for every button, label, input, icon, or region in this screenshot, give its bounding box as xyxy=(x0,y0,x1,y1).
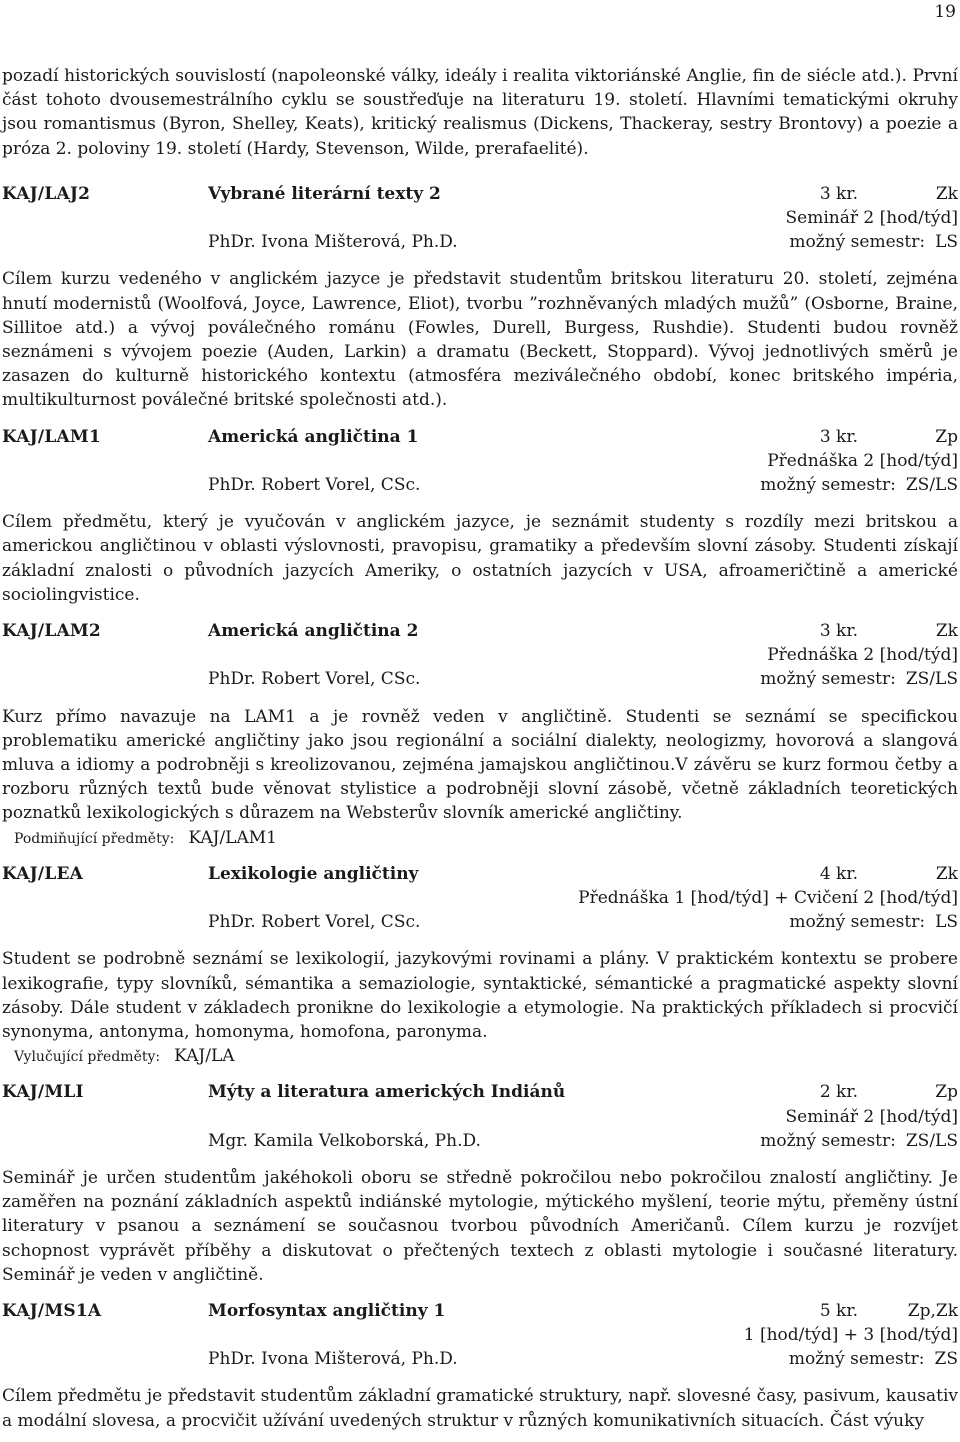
course-title: Mýty a literatura amerických Indiánů xyxy=(208,1082,566,1103)
course-header-row xyxy=(2,425,958,449)
course-header-row xyxy=(2,619,958,643)
course-header-row xyxy=(2,1080,958,1104)
exclusions-label: Vylučující předměty: xyxy=(14,1049,161,1066)
semester-label: možný semestr: xyxy=(789,912,926,933)
course-entry xyxy=(2,1299,958,1433)
course-credits: 3 kr. xyxy=(819,183,858,204)
semester-value: LS xyxy=(935,232,958,253)
course-hours: Seminář 2 [hod/týd] xyxy=(785,208,958,228)
course-teacher: PhDr. Robert Vorel, CSc. xyxy=(208,912,421,933)
semester-value: ZS xyxy=(934,1349,958,1370)
course-header-row xyxy=(2,1299,958,1323)
course-teacher-row xyxy=(2,1129,958,1153)
semester-label: možný semestr: xyxy=(760,474,896,495)
course-teacher: PhDr. Ivona Mišterová, Ph.D. xyxy=(208,232,458,253)
course-entry xyxy=(2,182,958,413)
course-title: Americká angličtina 1 xyxy=(208,426,419,447)
semester-value: ZS/LS xyxy=(905,1130,958,1151)
course-header-row xyxy=(2,182,958,206)
course-title: Morfosyntax angličtiny 1 xyxy=(208,1300,446,1321)
course-teacher-row xyxy=(2,910,958,934)
course-hours: Seminář 2 [hod/týd] xyxy=(785,1106,958,1127)
exclusions-value: KAJ/LA xyxy=(174,1046,235,1067)
course-hours-row xyxy=(2,1105,958,1129)
course-code: KAJ/MS1A xyxy=(2,1300,102,1321)
course-credits: 5 kr. xyxy=(819,1300,858,1321)
page-number: 19 xyxy=(934,2,956,22)
course-entry xyxy=(2,862,958,1070)
course-exam-type: Zk xyxy=(935,183,958,204)
course-description: Cílem kurzu vedeného v anglickém jazyce je představit studentům britskou literaturu 20. století, zejména hnutí modernistů (Woolfová, Joyce, Lawrence, Eliot), tvorbu ”rozhněvaných mladých mužů” (Osborne, Braine, Sillitoe atd.) a vývoj poválečného románu (Fowles, Durell, Burgess, Rushdie). Studenti budou rovněž seznámeni s vývojem poezie (Auden, Larkin) a dramatu (Beckett, Stoppard). Vývoj jednotlivých směrů je zasazen do kulturně historického kontextu (atmosféra meziválečného období, konec britského impéria, multikulturnost poválečné britské společnosti atd.). xyxy=(2,269,958,411)
course-entry xyxy=(2,425,958,607)
course-code: KAJ/LEA xyxy=(2,863,84,884)
course-code: KAJ/MLI xyxy=(2,1082,84,1103)
semester-label: možný semestr: xyxy=(760,1130,896,1151)
semester-value: LS xyxy=(935,912,958,933)
course-semester xyxy=(760,667,958,691)
course-teacher: PhDr. Ivona Mišterová, Ph.D. xyxy=(208,1349,458,1370)
course-hours-row xyxy=(2,1323,958,1347)
course-header-row xyxy=(2,862,958,886)
course-hours-row xyxy=(2,643,958,667)
course-hours: Přednáška 1 [hod/týd] + Cvičení 2 [hod/týd] xyxy=(578,887,958,908)
course-hours: Přednáška 2 [hod/týd] xyxy=(767,450,958,471)
course-description: Kurz přímo navazuje na LAM1 a je rovněž veden v angličtině. Studenti se seznámí se specifickou problematiku americké angličtiny jako jsou regionální a sociální dialekty, neologizmy, hovorová a slangová mluva a idiomy a podrobněji s kreolizovanou, zejména jamajskou angličtinou.V závěru se kurz formou četby a rozboru různých textů bude věnovat stylistice a podrobněji slovní zásobě, včetně základních teoretických poznatků lexikologických s důrazem na Websterův slovník americké angličtiny. xyxy=(2,706,958,824)
course-description: Cílem předmětu, který je vyučován v anglickém jazyce, je seznámit studenty s rozdíly mezi britskou a americkou angličtinou v oblasti výslovnosti, pravopisu, gramatiky a především slovní zásoby. Studenti získají základní znalosti o původních jazycích Ameriky, o ostatních jazycích v USA, afroameričtině a americké sociolingvistice. xyxy=(2,512,958,605)
course-teacher: PhDr. Robert Vorel, CSc. xyxy=(208,669,421,690)
document-body xyxy=(2,64,958,1433)
exclusions xyxy=(2,1044,958,1069)
course-title: Americká angličtina 2 xyxy=(208,620,419,641)
course-credits: 2 kr. xyxy=(819,1082,858,1103)
course-teacher-row xyxy=(2,230,958,254)
course-semester xyxy=(760,1129,958,1153)
prerequisites-label: Podmiňující předměty: xyxy=(14,830,175,847)
semester-value: ZS/LS xyxy=(905,669,958,690)
course-description: Cílem předmětu je představit studentům základní gramatické struktury, např. slovesné časy, pasivum, kausativ a modální slovesa, a procvičit užívání uvedených struktur v různých komunikativních situacích. Část výuky xyxy=(2,1386,958,1431)
semester-label: možný semestr: xyxy=(789,232,926,253)
course-teacher-row xyxy=(2,667,958,691)
course-credits: 3 kr. xyxy=(819,426,858,447)
course-teacher-row xyxy=(2,1347,958,1371)
course-semester xyxy=(789,1347,958,1371)
semester-label: možný semestr: xyxy=(788,1349,925,1370)
course-teacher-row xyxy=(2,473,958,497)
prerequisites xyxy=(2,826,958,851)
semester-label: možný semestr: xyxy=(760,669,896,690)
course-entry xyxy=(2,619,958,851)
course-hours-row xyxy=(2,886,958,910)
course-semester xyxy=(760,473,958,497)
course-teacher: Mgr. Kamila Velkoborská, Ph.D. xyxy=(208,1130,481,1151)
course-code: KAJ/LAJ2 xyxy=(2,183,91,204)
course-hours: Přednáška 2 [hod/týd] xyxy=(767,645,958,666)
course-exam-type: Zk xyxy=(935,863,958,884)
course-exam-type: Zk xyxy=(935,620,958,641)
course-description: Seminář je určen studentům jakéhokoli oboru se středně pokročilou nebo pokročilou znalostí angličtiny. Je zaměřen na poznání základních aspektů indiánské mytologie, mýtického myšlení, teorie mýtu, přeměny ústní literatury v psanou a seznámení se současnou tvorbou původních Američanů. Cílem kurzu je rozvíjet schopnost vyprávět příběhy a diskutovat o přečtených textech z oblasti mytologie i současné literatury. Seminář je veden v angličtině. xyxy=(2,1167,958,1285)
course-entry xyxy=(2,1080,958,1287)
course-description: Student se podrobně seznámí se lexikologií, jazykovými rovinami a plány. V praktickém kontextu se probere lexikografie, typy slovníků, sémantika a semaziologie, syntaktické, sémantické a pragmatické aspekty slovní zásoby. Dále student v základech pronikne do lexikologie a etymologie. Na praktických příkladech si procvičí synonyma, antonyma, homonyma, homofona, paronyma. xyxy=(2,949,958,1042)
course-title: Lexikologie angličtiny xyxy=(208,863,419,884)
course-semester xyxy=(789,910,958,934)
course-credits: 3 kr. xyxy=(819,620,858,641)
course-code: KAJ/LAM1 xyxy=(2,426,101,447)
course-credits: 4 kr. xyxy=(819,863,858,884)
prerequisites-value: KAJ/LAM1 xyxy=(188,827,277,848)
course-exam-type: Zp xyxy=(935,426,958,447)
semester-value: ZS/LS xyxy=(905,474,958,495)
intro-paragraph: pozadí historických souvislostí (napoleonské války, ideály i realita viktoriánské Anglie, fin de siécle atd.). První část tohoto dvousemestrálního cyklu se soustřeďuje na literaturu 19. století. Hlavními tematickými okruhy jsou romantismus (Byron, Shelley, Keats), kritický realismus (Dickens, Thackeray, sestry Brontovy) a poezie a próza 2. poloviny 19. století (Hardy, Stevenson, Wilde, prerafaelité). xyxy=(2,66,958,159)
course-teacher: PhDr. Robert Vorel, CSc. xyxy=(208,474,421,495)
course-hours-row xyxy=(2,449,958,473)
course-title: Vybrané literární texty 2 xyxy=(208,183,441,204)
course-exam-type: Zp xyxy=(935,1082,958,1103)
course-exam-type: Zp,Zk xyxy=(907,1300,958,1321)
course-code: KAJ/LAM2 xyxy=(2,620,101,641)
course-hours-row xyxy=(2,206,958,230)
course-hours: 1 [hod/týd] + 3 [hod/týd] xyxy=(743,1325,958,1346)
course-semester xyxy=(789,230,958,254)
